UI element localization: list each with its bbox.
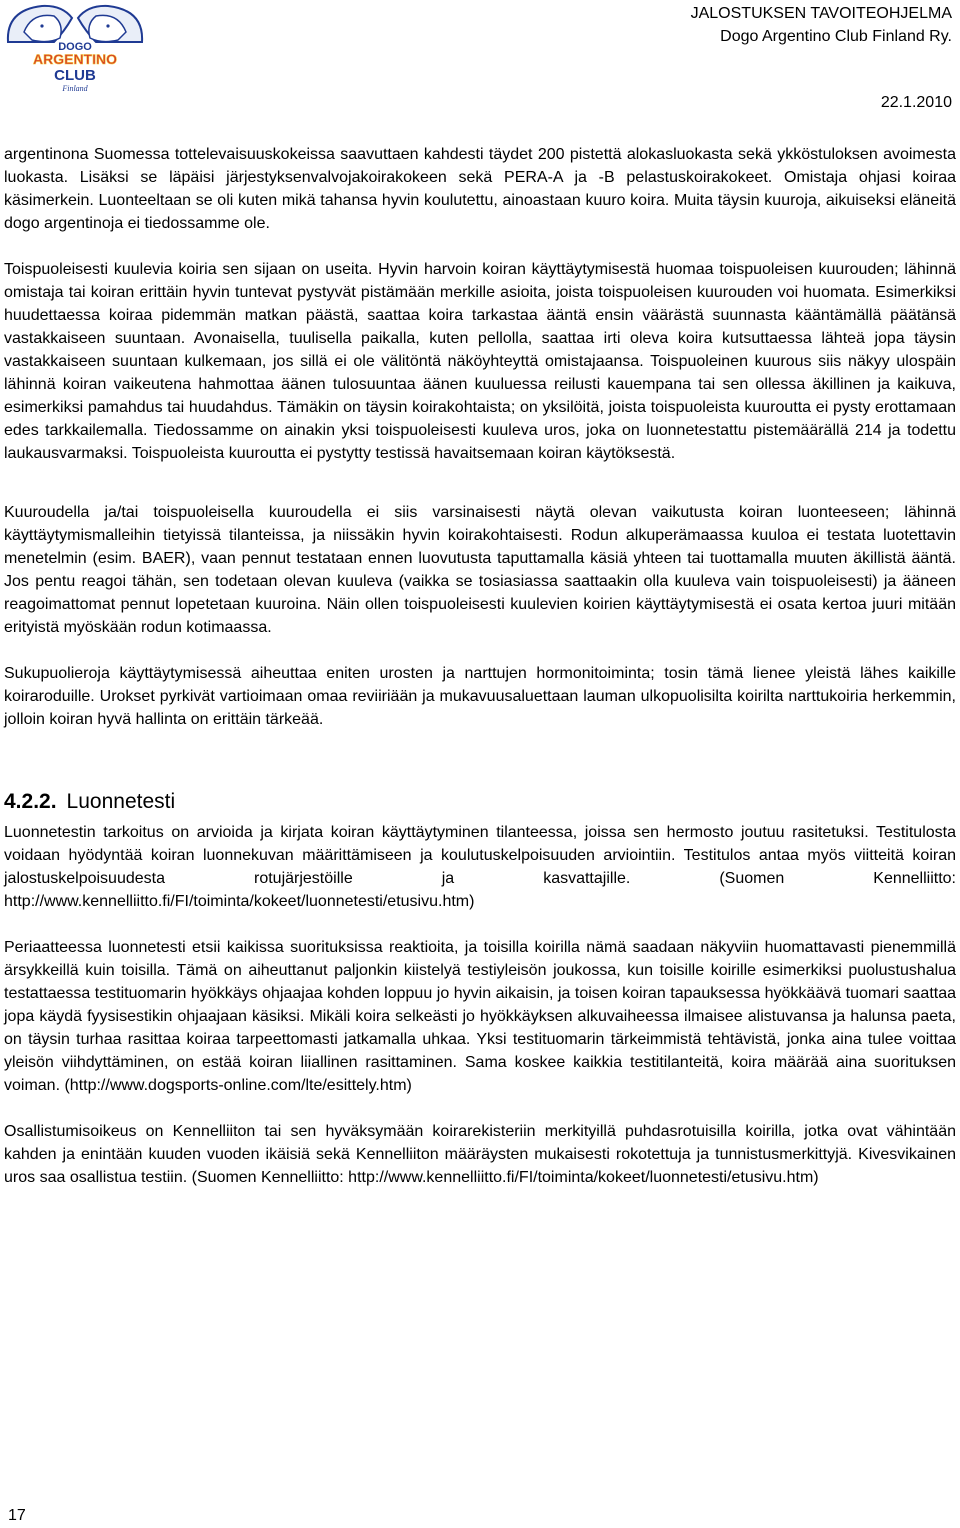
club-logo bbox=[2, 2, 148, 94]
logo-text-dogo: DOGO bbox=[58, 41, 92, 53]
paragraph: Sukupuolieroja käyttäytymisessä aiheuttaa eniten urosten ja narttujen hormonitoiminta; tosin tämä lienee yleistä lähes kaikille koiraroduille. Urokset pyrkivät vartioimaan omaa reviiriään ja mukavuusaluettaan lauman ulkopuolisilta koirilta narttukoiria herkemmin, jolloin koiran hyvä hallinta on erittäin tärkeää. bbox=[4, 665, 956, 728]
paragraph: Periaatteessa luonnetesti etsii kaikissa suorituksissa reaktioita, ja toisilla koirilla nämä saadaan näkyviin huomattavasti pienemmillä ärsykkeillä kuin toisilla. Tämä on aiheuttanut paljonkin kiistelyä testiyleisön joukossa, kun toisille koirille esimerkiksi puolustushalua testattaessa testituomarin hyökkäys ohjaajaa kohden loppuu jo hyvin aikaisin, ja toisen koiran tapauksessa hyökkäävä tuomari saattaa jopa käydä fyysisestikin ohjaajaan käsiksi. Mikäli koira selkeästi jo hyökkäyksen alkuvaiheessa ilmaisee alistuvansa ja halunsa paeta, on täysin turhaa rasittaa koiraa tarpeettomasti jatkamalla uhkaa. Yksi testituomarin tärkeimmistä tehtävistä, jonka aina tulee voittaa yleisön viihdyttäminen, on estää koiran liiallinen rasittaminen. Sama koskee kaikkia testitilanteitä, koira määrää aina suorituksen voiman. (http://www.dogsports-online.com/lte/esittely.htm) bbox=[4, 939, 956, 1094]
header-date: 22.1.2010 bbox=[880, 94, 952, 111]
logo-eye-right bbox=[106, 24, 109, 27]
logo-eye-left bbox=[40, 24, 43, 27]
header-title: JALOSTUKSEN TAVOITEOHJELMA bbox=[690, 5, 952, 22]
logo-text-club: CLUB bbox=[54, 67, 96, 84]
paragraph: Kuuroudella ja/tai toispuoleisella kuuroudella ei siis varsinaisesti näytä olevan vaikutusta koiran luonteeseen; lähinnä käyttäytymismalleihin tietyissä tilanteissa, ja niissäkin hyvin koirakohtaisesti. Rodun alkuperämaassa kuuloa ei testata luotettavin menetelmin (esim. BAER), vaan pennut testataan ennen luovutusta taputtamalla käsiä yhteen tai tuottamalla muuten äkillistä ääntä. Jos pentu reagoi tähän, sen todetaan olevan kuuleva (vaikka se tosiasiassa saattaakin olla kuuleva vain toispuoleisesti) ja ääneen reagoimattomat pennut lopetetaan kuuroina. Näin ollen toispuoleisesti kuulevien koirien käyttäytymisestä ei osata kertoa juuri mitään erityistä myöskään rodun kotimaassa. bbox=[4, 504, 956, 636]
paragraph: Luonnetestin tarkoitus on arvioida ja kirjata koiran käyttäytyminen tilanteessa, joissa sen hermosto joutuu rasitetuksi. Testitulosta voidaan hyödyntää koiran luonnekuvan määrittämiseen ja koulutuskelpoisuuden arviointiin. Testitulos antaa myös viitteitä koiran jalostuskelpoisuudesta rotujärjestöille ja kasvattajille. (Suomen Kennelliitto: http://www.kennelliitto.fi/FI/toiminta/kokeet/luonnetesti/etusivu.htm) bbox=[4, 824, 956, 910]
section-title: Luonnetesti bbox=[66, 790, 176, 813]
logo-text-argentino: ARGENTINO bbox=[33, 51, 117, 67]
section-heading bbox=[4, 787, 956, 817]
header-organization: Dogo Argentino Club Finland Ry. bbox=[720, 28, 952, 45]
paragraph: Toispuoleisesti kuulevia koiria sen sijaan on useita. Hyvin harvoin koiran käyttäytymisestä huomaa toispuoleisen kuurouden; lähinnä omistaja tai koiran erittäin hyvin tuntevat pystyvät pistämään merkille asioita, joista toispuoleisen kuurouden voi huomata. Esimerkiksi huudettaessa koiraa pidemmän matkan päästä, saattaa koira tarkastaa ääntä ensin väärästä suunnasta kääntämällä päätänsä vastakkaiseen suuntaan. Avonaisella, tuulisella paikalla, kuten pellolla, saattaa irti oleva koira kutsuttaessa lähteä jopa täysin vastakkaiseen suuntaan kulkemaan, jos sillä ei ole välitöntä näköyhteyttä omistajaansa. Toispuoleinen kuurous siis näkyy ulospäin lähinnä koiran vaikeutena hahmottaa äänen tulosuuntaa äänen kuuluessa reilusti kauempana tai sen ollessa äkillinen ja kaikuva, esimerkiksi pamahdus tai huudahdus. Tämäkin on täysin koirakohtaista; on yksilöitä, joista toispuoleista kuuroutta ei pysty erottamaan edes tarkkailemalla. Tiedossamme on ainakin yksi toispuoleisesti kuuleva uros, joka on luonnetestattu pistemäärällä 214 ja todettu laukausvarmaksi. Toispuoleista kuuroutta ei pystytty testissä havaitsemaan koiran käytöksestä. bbox=[4, 261, 956, 462]
logo-text-finland: Finland bbox=[62, 84, 88, 93]
page-number: 17 bbox=[8, 1507, 26, 1524]
paragraph: argentinona Suomessa tottelevaisuuskokeissa saavuttaen kahdesti täydet 200 pistettä alokasluokasta sekä ykköstuloksen avoimesta luokasta. Lisäksi se läpäisi järjestyksenvalvojakoirakokeen sekä PERA-A ja -B pelastuskoirakokeet. Omistaja ohjasi koiraa käsimerkein. Luonteeltaan se oli kuten mikä tahansa hyvin koulutettu, ainoastaan kuuro koira. Muita täysin kuuroja, aikuiseksi eläneitä dogo argentinoja ei tiedossamme ole. bbox=[4, 146, 956, 232]
paragraph: Osallistumisoikeus on Kennelliiton tai sen hyväksymään koirarekisteriin merkityillä puhdasrotuisilla koirilla, jotka ovat vähintään kahden ja enintään kuuden vuoden ikäisiä sekä Kennelliiton määräysten mukaisesti rokotettuja ja tunnistusmerkittyjä. Kivesvikainen uros saa osallistua testiin. (Suomen Kennelliitto: http://www.kennelliitto.fi/FI/toiminta/kokeet/luonnetesti/etusivu.htm) bbox=[4, 1123, 956, 1186]
section-number: 4.2.2. bbox=[4, 790, 57, 813]
document-body bbox=[4, 143, 956, 1189]
